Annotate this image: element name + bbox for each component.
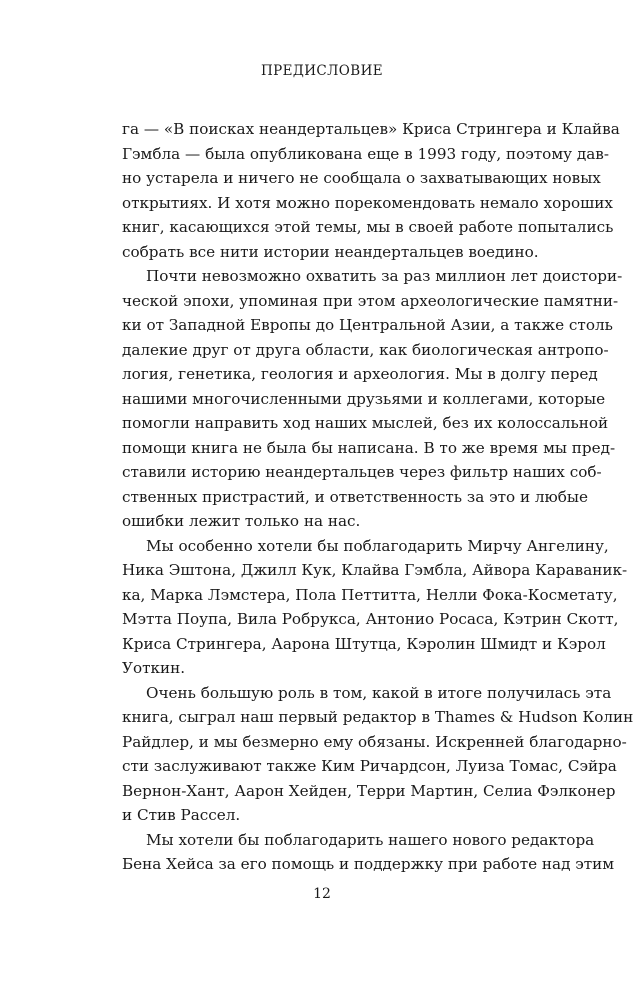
text-line: логия, генетика, геология и археология. Мы в долгу перед (122, 365, 598, 383)
text-line: но устарела и ничего не сообщала о захватывающих новых (122, 169, 601, 187)
text-line: Криса Стрингера, Аарона Штутца, Кэролин Шмидт и Кэрол (122, 634, 606, 653)
text-line: га — «В поисках неандертальцев» Криса Стрингера и Клайва (122, 120, 620, 138)
paragraph (122, 534, 628, 681)
text-line: Вернон-Хант, Аарон Хейден, Терри Мартин, Селиа Фэлконер (122, 781, 616, 800)
text-line: Гэмбла — была опубликована еще в 1993 году, поэтому дав- (122, 144, 609, 163)
text-line: сти заслуживают также Ким Ричардсон, Луиза Томас, Сэйра (122, 757, 617, 775)
text-line: ческой эпохи, упоминая при этом археологические памятни- (122, 291, 619, 310)
text-line: и Стив Рассел. (122, 806, 241, 824)
text-line: ки от Западной Европы до Центральной Азии, а также столь (122, 316, 613, 334)
text-line: ставили историю неандертальцев через фильтр наших соб- (122, 463, 602, 481)
text-line: ошибки лежит только на нас. (122, 512, 361, 530)
text-line: книга, сыграл наш первый редактор в Thames & Hudson Колин (122, 708, 634, 726)
text-line: Бена Хейса за его помощь и поддержку при работе над этим (122, 855, 615, 873)
running-head: ПРЕДИСЛОВИЕ (260, 63, 384, 79)
text-line: помощи книга не была бы написана. В то же время мы пред- (122, 438, 616, 457)
text-line: Почти невозможно охватить за раз миллион лет доистори- (146, 267, 623, 285)
text-line: собрать все нити истории неандертальцев воедино. (122, 242, 539, 261)
paragraph (122, 828, 615, 877)
paragraph (122, 264, 623, 534)
text-line: Очень большую роль в том, какой в итоге получилась эта (146, 683, 612, 702)
text-line: Уоткин. (122, 659, 186, 677)
text-line: ственных пристрастий, и ответственность за это и любые (122, 487, 588, 506)
text-line: далекие друг от друга области, как биологическая антропо- (122, 340, 609, 359)
text-line: помогли направить ход наших мыслей, без их колоссальной (122, 414, 609, 432)
text-line: ка, Марка Лэмстера, Пола Петтитта, Нелли Фока-Косметату, (122, 585, 618, 604)
page-number: 12 (313, 886, 331, 902)
body-text (122, 117, 634, 877)
text-line: Ника Эштона, Джилл Кук, Клайва Гэмбла, Айвора Караваник- (122, 561, 628, 579)
text-line: открытиях. И хотя можно порекомендовать немало хороших (122, 193, 613, 212)
paragraph (122, 681, 634, 828)
paragraph (122, 117, 620, 264)
text-line: книг, касающихся этой темы, мы в своей работе попытались (122, 218, 614, 236)
text-line: Мы особенно хотели бы поблагодарить Мирчу Ангелину, (146, 536, 609, 555)
text-line: Райдлер, и мы безмерно ему обязаны. Искренней благодарно- (122, 732, 627, 751)
text-line: Мэтта Поупа, Вила Робрукса, Антонио Росаса, Кэтрин Скотт, (122, 610, 619, 628)
text-line: нашими многочисленными друзьями и коллегами, которые (122, 389, 606, 408)
text-line: Мы хотели бы поблагодарить нашего нового редактора (146, 830, 595, 849)
